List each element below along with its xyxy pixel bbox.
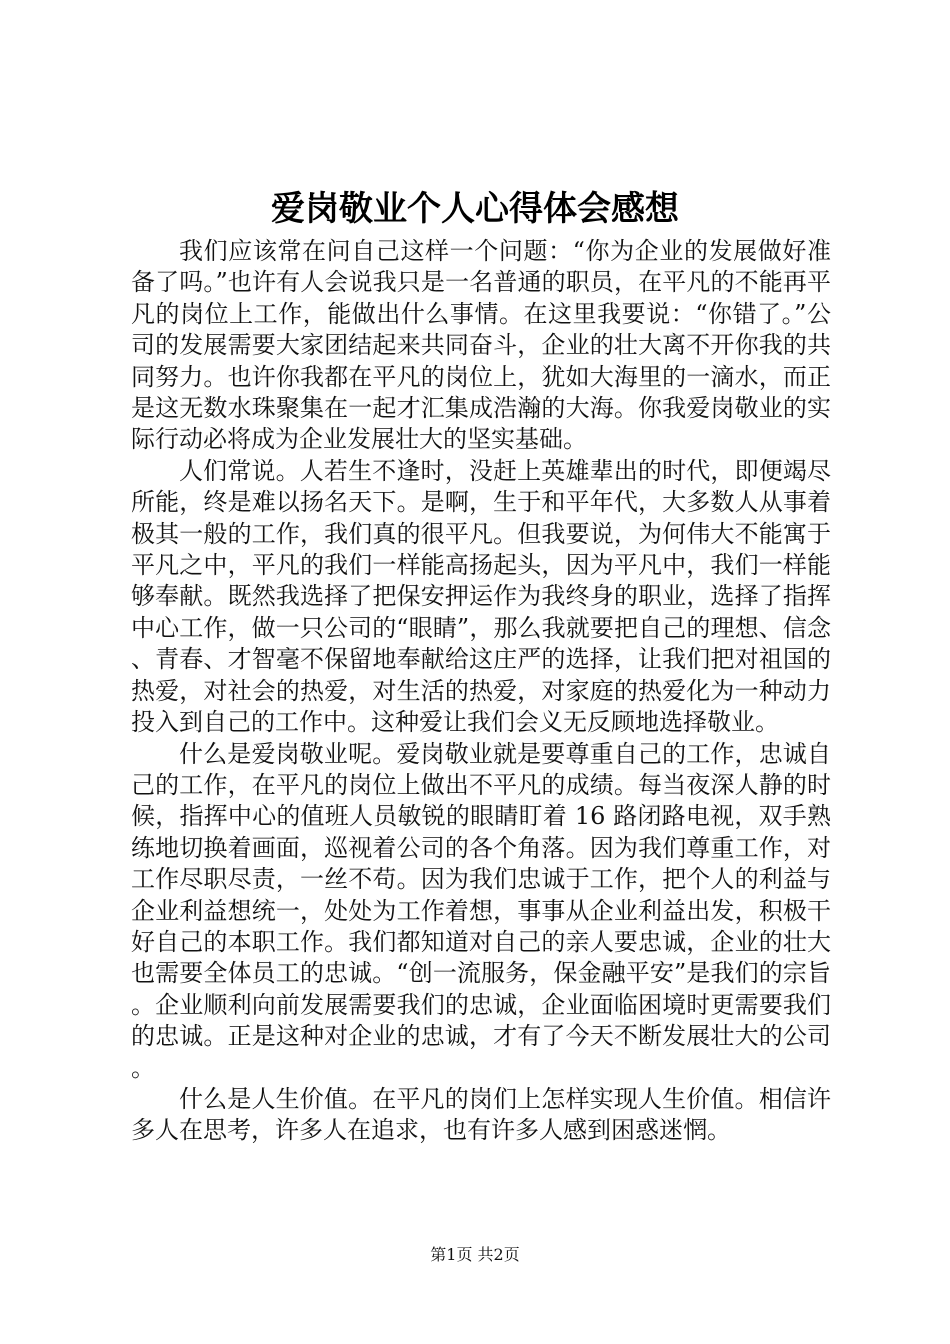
- document-title: 爱岗敬业个人心得体会感想: [271, 189, 679, 229]
- document-body: [131, 236, 831, 1147]
- page-footer: 第1页 共2页: [430, 1245, 520, 1264]
- paragraph-4: 什么是人生价值。在平凡的岗们上怎样实现人生价值。相信许多人在思考，许多人在追求，也有许多人感到困惑迷惘。: [131, 1084, 831, 1145]
- paragraph-1: 我们应该常在问自己这样一个问题：“你为企业的发展做好准备了吗。”也许有人会说我只是一名普通的职员，在平凡的不能再平凡的岗位上工作，能做出什么事情。在这里我要说：“你错了。”公司的发展需要大家团结起来共同奋斗，企业的壮大离不开你我的共同努力。也许你我都在平凡的岗位上，犹如大海里的一滴水，而正是这无数水珠聚集在一起才汇集成浩瀚的大海。你我爱岗敬业的实际行动必将成为企业发展壮大的坚实基础。: [131, 237, 831, 454]
- paragraph-2: 人们常说。人若生不逢时，没赶上英雄辈出的时代，即便竭尽所能，终是难以扬名天下。是啊，生于和平年代，大多数人从事着极其一般的工作，我们真的很平凡。但我要说，为何伟大不能寓于平凡之中，平凡的我们一样能高扬起头，因为平凡中，我们一样能够奉献。既然我选择了把保安押运作为我终身的职业，选择了指挥中心工作，做一只公司的“眼睛”，那么我就要把自己的理想、信念、青春、才智毫不保留地奉献给这庄严的选择，让我们把对祖国的热爱，对社会的热爱，对生活的热爱，对家庭的热爱化为一种动力投入到自己的工作中。这种爱让我们会义无反顾地选择敬业。: [131, 456, 831, 737]
- paragraph-3: 什么是爱岗敬业呢。爱岗敬业就是要尊重自己的工作，忠诚自己的工作，在平凡的岗位上做出不平凡的成绩。每当夜深人静的时候，指挥中心的值班人员敏锐的眼睛盯着 16 路闭路电视，双手熟练地切换着画面，巡视着公司的各个角落。因为我们尊重工作，对工作尽职尽责，一丝不苟。因为我们忠诚于工作，把个人的利益与企业利益想统一，处处为工作着想，事事从企业利益出发，积极干好自己的本职工作。我们都知道对自己的亲人要忠诚，企业的壮大也需要全体员工的忠诚。“创一流服务，保金融平安”是我们的宗旨。企业顺利向前发展需要我们的忠诚，企业面临困境时更需要我们的忠诚。正是这种对企业的忠诚，才有了今天不断发展壮大的公司。: [131, 739, 831, 1082]
